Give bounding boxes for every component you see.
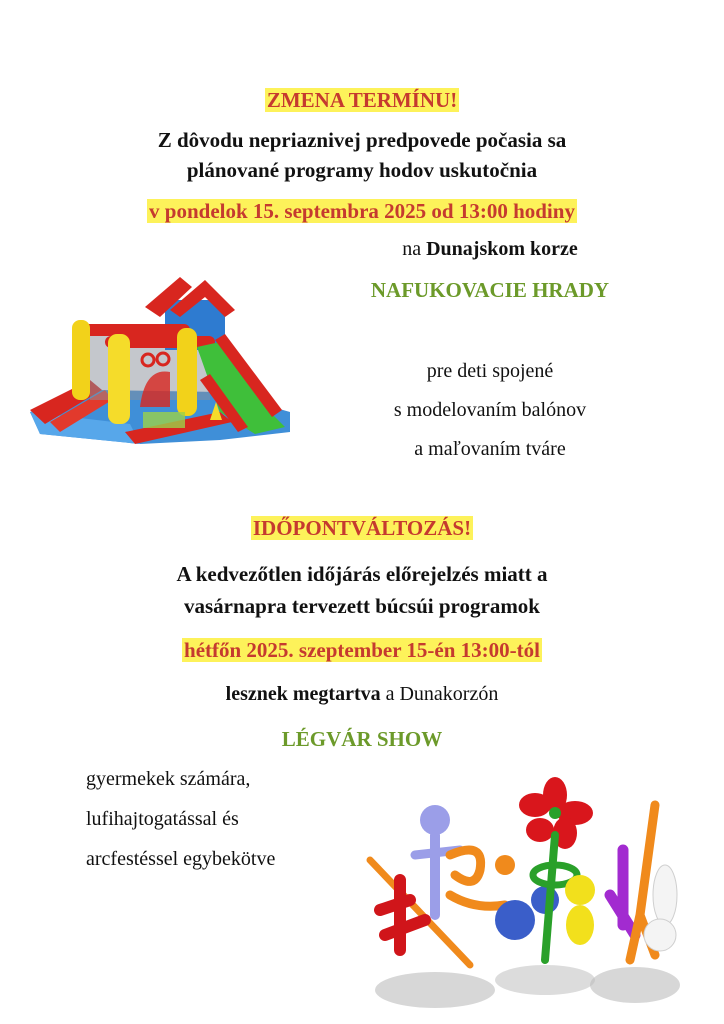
slovak-body-line2: plánované programy hodov uskutočnia [186,158,538,182]
hungarian-detail-3: arcfestéssel egybekötve [86,848,276,870]
hungarian-body-line1: A kedvezőtlen időjárás előrejelzés miatt a [176,562,548,586]
hungarian-date-line: hétfőn 2025. szeptember 15-én 13:00-tól [184,638,540,662]
slovak-body-line1: Z dôvodu nepriaznivej predpovede počasia sa [157,128,567,152]
slovak-detail-3: a maľovaním tváre [414,438,566,460]
slovak-attraction: NAFUKOVACIE HRADY [370,278,610,302]
slovak-headline: ZMENA TERMÍNU! [266,88,458,112]
hungarian-body-line2: vasárnapra tervezett búcsúi programok [184,594,540,618]
bouncy-castle-image [20,262,300,452]
slovak-location: na Dunajskom korze [402,238,578,260]
hungarian-headline: IDŐPONTVÁLTOZÁS! [252,516,472,540]
hungarian-attraction: LÉGVÁR SHOW [281,727,443,751]
slovak-date-line: v pondelok 15. septembra 2025 od 13:00 hodiny [149,199,575,223]
hungarian-location: lesznek megtartva a Dunakorzón [225,683,499,705]
balloon-animals-image [355,775,690,1020]
slovak-detail-2: s modelovaním balónov [393,399,587,421]
hungarian-detail-2: lufihajtogatással és [86,808,239,830]
slovak-detail-1: pre deti spojené [426,360,554,382]
hungarian-detail-1: gyermekek számára, [86,768,251,790]
